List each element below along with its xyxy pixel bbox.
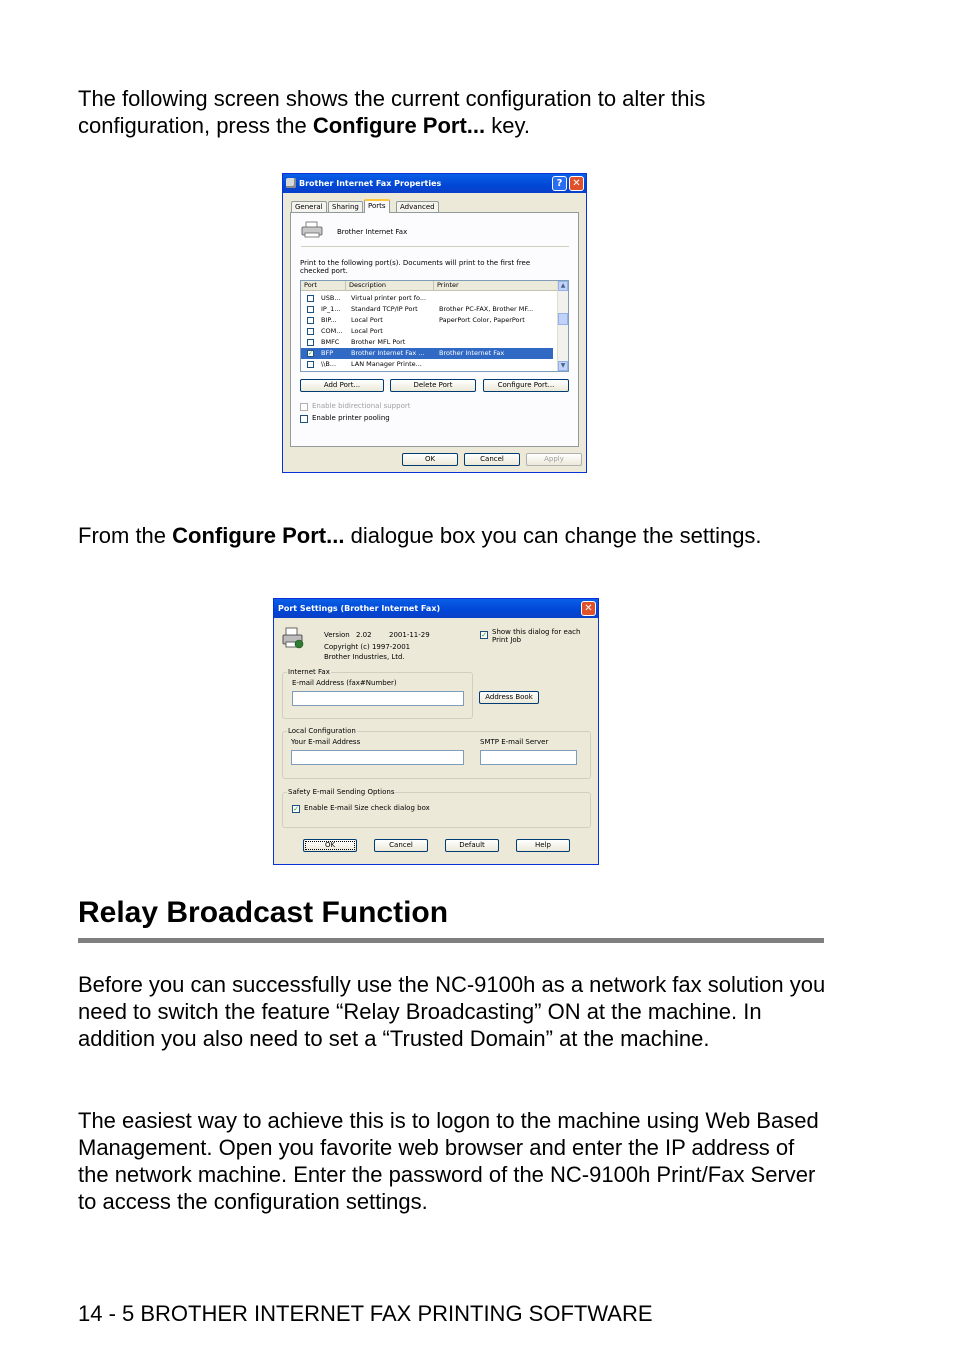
pooling-checkbox[interactable] — [300, 415, 308, 423]
dialog-titlebar — [283, 174, 586, 193]
email-address-label: E-mail Address (fax#Number) — [292, 679, 397, 687]
column-header-port[interactable]: Port — [301, 281, 346, 291]
port-cell: COM... — [321, 327, 343, 335]
port-cell: BFP — [321, 349, 334, 357]
table-row[interactable] — [301, 359, 553, 370]
port-cell: BIP... — [321, 316, 337, 324]
configure-port-button[interactable]: Configure Port... — [483, 379, 569, 392]
delete-port-button[interactable]: Delete Port — [390, 379, 476, 392]
safety-options-group — [282, 788, 591, 828]
printer-icon — [301, 221, 323, 239]
port-settings-dialog — [273, 598, 599, 865]
description-cell: Brother Internet Fax ... — [351, 349, 425, 357]
port-checkbox[interactable] — [307, 317, 314, 324]
description-cell: Local Port — [351, 316, 383, 324]
local-config-group-title: Local Configuration — [288, 727, 356, 735]
copyright: Copyright (c) 1997-2001 — [324, 643, 411, 651]
close-icon[interactable]: ✕ — [581, 601, 596, 616]
port-cell: \\B... — [321, 360, 337, 368]
printer-cell: PaperPort Color, PaperPort — [439, 316, 525, 324]
printer-icon — [286, 178, 296, 188]
body-paragraph-2: The easiest way to achieve this is to logon to the machine using Web Based Management. Open you favorite web browser and enter the IP address of the network machine. Enter the password of the NC-9100h Print/Fax Server to access the configuration settings. — [78, 1108, 819, 1214]
separator — [301, 246, 569, 247]
table-row[interactable] — [301, 304, 553, 315]
description-cell: Brother MFL Port — [351, 338, 406, 346]
local-config-group — [282, 727, 591, 779]
description-cell: Local Port — [351, 327, 383, 335]
middle-text-end: dialogue box you can change the settings. — [344, 523, 762, 548]
ports-list[interactable] — [300, 280, 569, 372]
pooling-label: Enable printer pooling — [312, 414, 390, 422]
section-heading: Relay Broadcast Function — [78, 896, 449, 929]
email-address-input[interactable] — [292, 691, 464, 706]
dialog-title: Port Settings (Brother Internet Fax) — [278, 604, 441, 613]
apply-button[interactable]: Apply — [526, 453, 582, 466]
dialog-title: Brother Internet Fax Properties — [299, 179, 442, 188]
table-row[interactable] — [301, 337, 553, 348]
middle-bold: Configure Port... — [172, 523, 345, 548]
bidirectional-checkbox[interactable] — [300, 403, 308, 411]
page-footer: 14 - 5 BROTHER INTERNET FAX PRINTING SOFTWARE — [78, 1301, 653, 1326]
port-checkbox[interactable] — [307, 361, 314, 368]
table-row[interactable] — [301, 326, 553, 337]
version-value: 2.02 — [356, 631, 372, 639]
smtp-input[interactable] — [480, 750, 577, 765]
safety-group-title: Safety E-mail Sending Options — [288, 788, 395, 796]
ports-panel — [290, 212, 579, 447]
heading-rule — [78, 938, 824, 943]
internet-fax-group — [282, 668, 473, 719]
scroll-down-icon[interactable]: ▼ — [558, 361, 568, 371]
body-paragraph-1: Before you can successfully use the NC-9100h as a network fax solution you need to switch the feature “Relay Broadcasting” ON at the machine. In addition you also need to set a “Trusted Domain” at the machine. — [78, 972, 826, 1051]
table-row[interactable] — [301, 293, 553, 304]
show-dialog-label: Show this dialog for each Print Job — [492, 628, 581, 644]
port-checkbox[interactable] — [307, 339, 314, 346]
internet-fax-group-title: Internet Fax — [288, 668, 330, 676]
add-port-button[interactable]: Add Port... — [300, 379, 384, 392]
dialog-titlebar — [274, 599, 598, 618]
tab-advanced[interactable]: Advanced — [396, 201, 439, 213]
port-cell: USB... — [321, 294, 341, 302]
column-header-printer[interactable]: Printer — [434, 281, 560, 291]
intro-text: The following screen shows the current configuration to alter this configuration, press the — [78, 86, 706, 138]
port-checkbox[interactable] — [307, 328, 314, 335]
address-book-button[interactable]: Address Book — [479, 691, 539, 704]
version-date: 2001-11-29 — [389, 631, 430, 639]
ok-button[interactable]: OK — [303, 839, 357, 852]
printer-cell: Brother PC-FAX, Brother MF... — [439, 305, 534, 313]
port-checkbox[interactable] — [307, 295, 314, 302]
default-button[interactable]: Default — [445, 839, 499, 852]
list-scrollbar[interactable] — [557, 281, 568, 371]
fax-printer-icon — [281, 626, 305, 650]
port-cell: IP_1... — [321, 305, 341, 313]
description-cell: LAN Manager Printe... — [351, 360, 422, 368]
smtp-label: SMTP E-mail Server — [480, 738, 549, 746]
tab-general[interactable]: General — [291, 201, 327, 213]
column-header-description[interactable]: Description — [346, 281, 434, 291]
help-button[interactable]: Help — [516, 839, 570, 852]
table-row[interactable] — [301, 315, 553, 326]
tab-ports[interactable]: Ports — [364, 199, 390, 213]
version-label: Version — [324, 631, 350, 639]
scroll-up-icon[interactable]: ▲ — [558, 281, 568, 291]
intro-paragraph — [78, 85, 838, 139]
port-checkbox[interactable] — [307, 306, 314, 313]
port-cell: BMFC — [321, 338, 340, 346]
close-icon[interactable]: ✕ — [569, 176, 584, 191]
middle-paragraph — [78, 522, 838, 549]
printer-properties-dialog — [282, 173, 587, 473]
your-email-input[interactable] — [291, 750, 464, 765]
show-dialog-checkbox[interactable]: ✓ — [481, 631, 487, 639]
printer-name: Brother Internet Fax — [337, 228, 408, 236]
bidirectional-label: Enable bidirectional support — [312, 402, 411, 410]
cancel-button[interactable]: Cancel — [374, 839, 428, 852]
printer-cell: Brother Internet Fax — [439, 349, 505, 357]
intro-text-end: key. — [485, 113, 530, 138]
your-email-label: Your E-mail Address — [291, 738, 361, 746]
tab-sharing[interactable]: Sharing — [328, 201, 363, 213]
description-cell: Virtual printer port fo... — [351, 294, 427, 302]
size-check-label: Enable E-mail Size check dialog box — [304, 804, 430, 812]
ports-instruction: Print to the following port(s). Documents will print to the first free checked port. — [300, 259, 531, 275]
description-cell: Standard TCP/IP Port — [351, 305, 418, 313]
size-check-checkbox[interactable]: ✓ — [293, 805, 299, 813]
port-checkbox[interactable]: ✓ — [308, 350, 314, 357]
ok-button[interactable]: OK — [402, 453, 458, 466]
table-row[interactable] — [301, 348, 553, 359]
intro-bold: Configure Port... — [312, 113, 486, 138]
middle-text: From the — [78, 523, 173, 548]
cancel-button[interactable]: Cancel — [464, 453, 520, 466]
help-icon[interactable]: ? — [552, 176, 567, 191]
company: Brother Industries, Ltd. — [324, 653, 405, 661]
scroll-thumb[interactable] — [558, 313, 568, 325]
